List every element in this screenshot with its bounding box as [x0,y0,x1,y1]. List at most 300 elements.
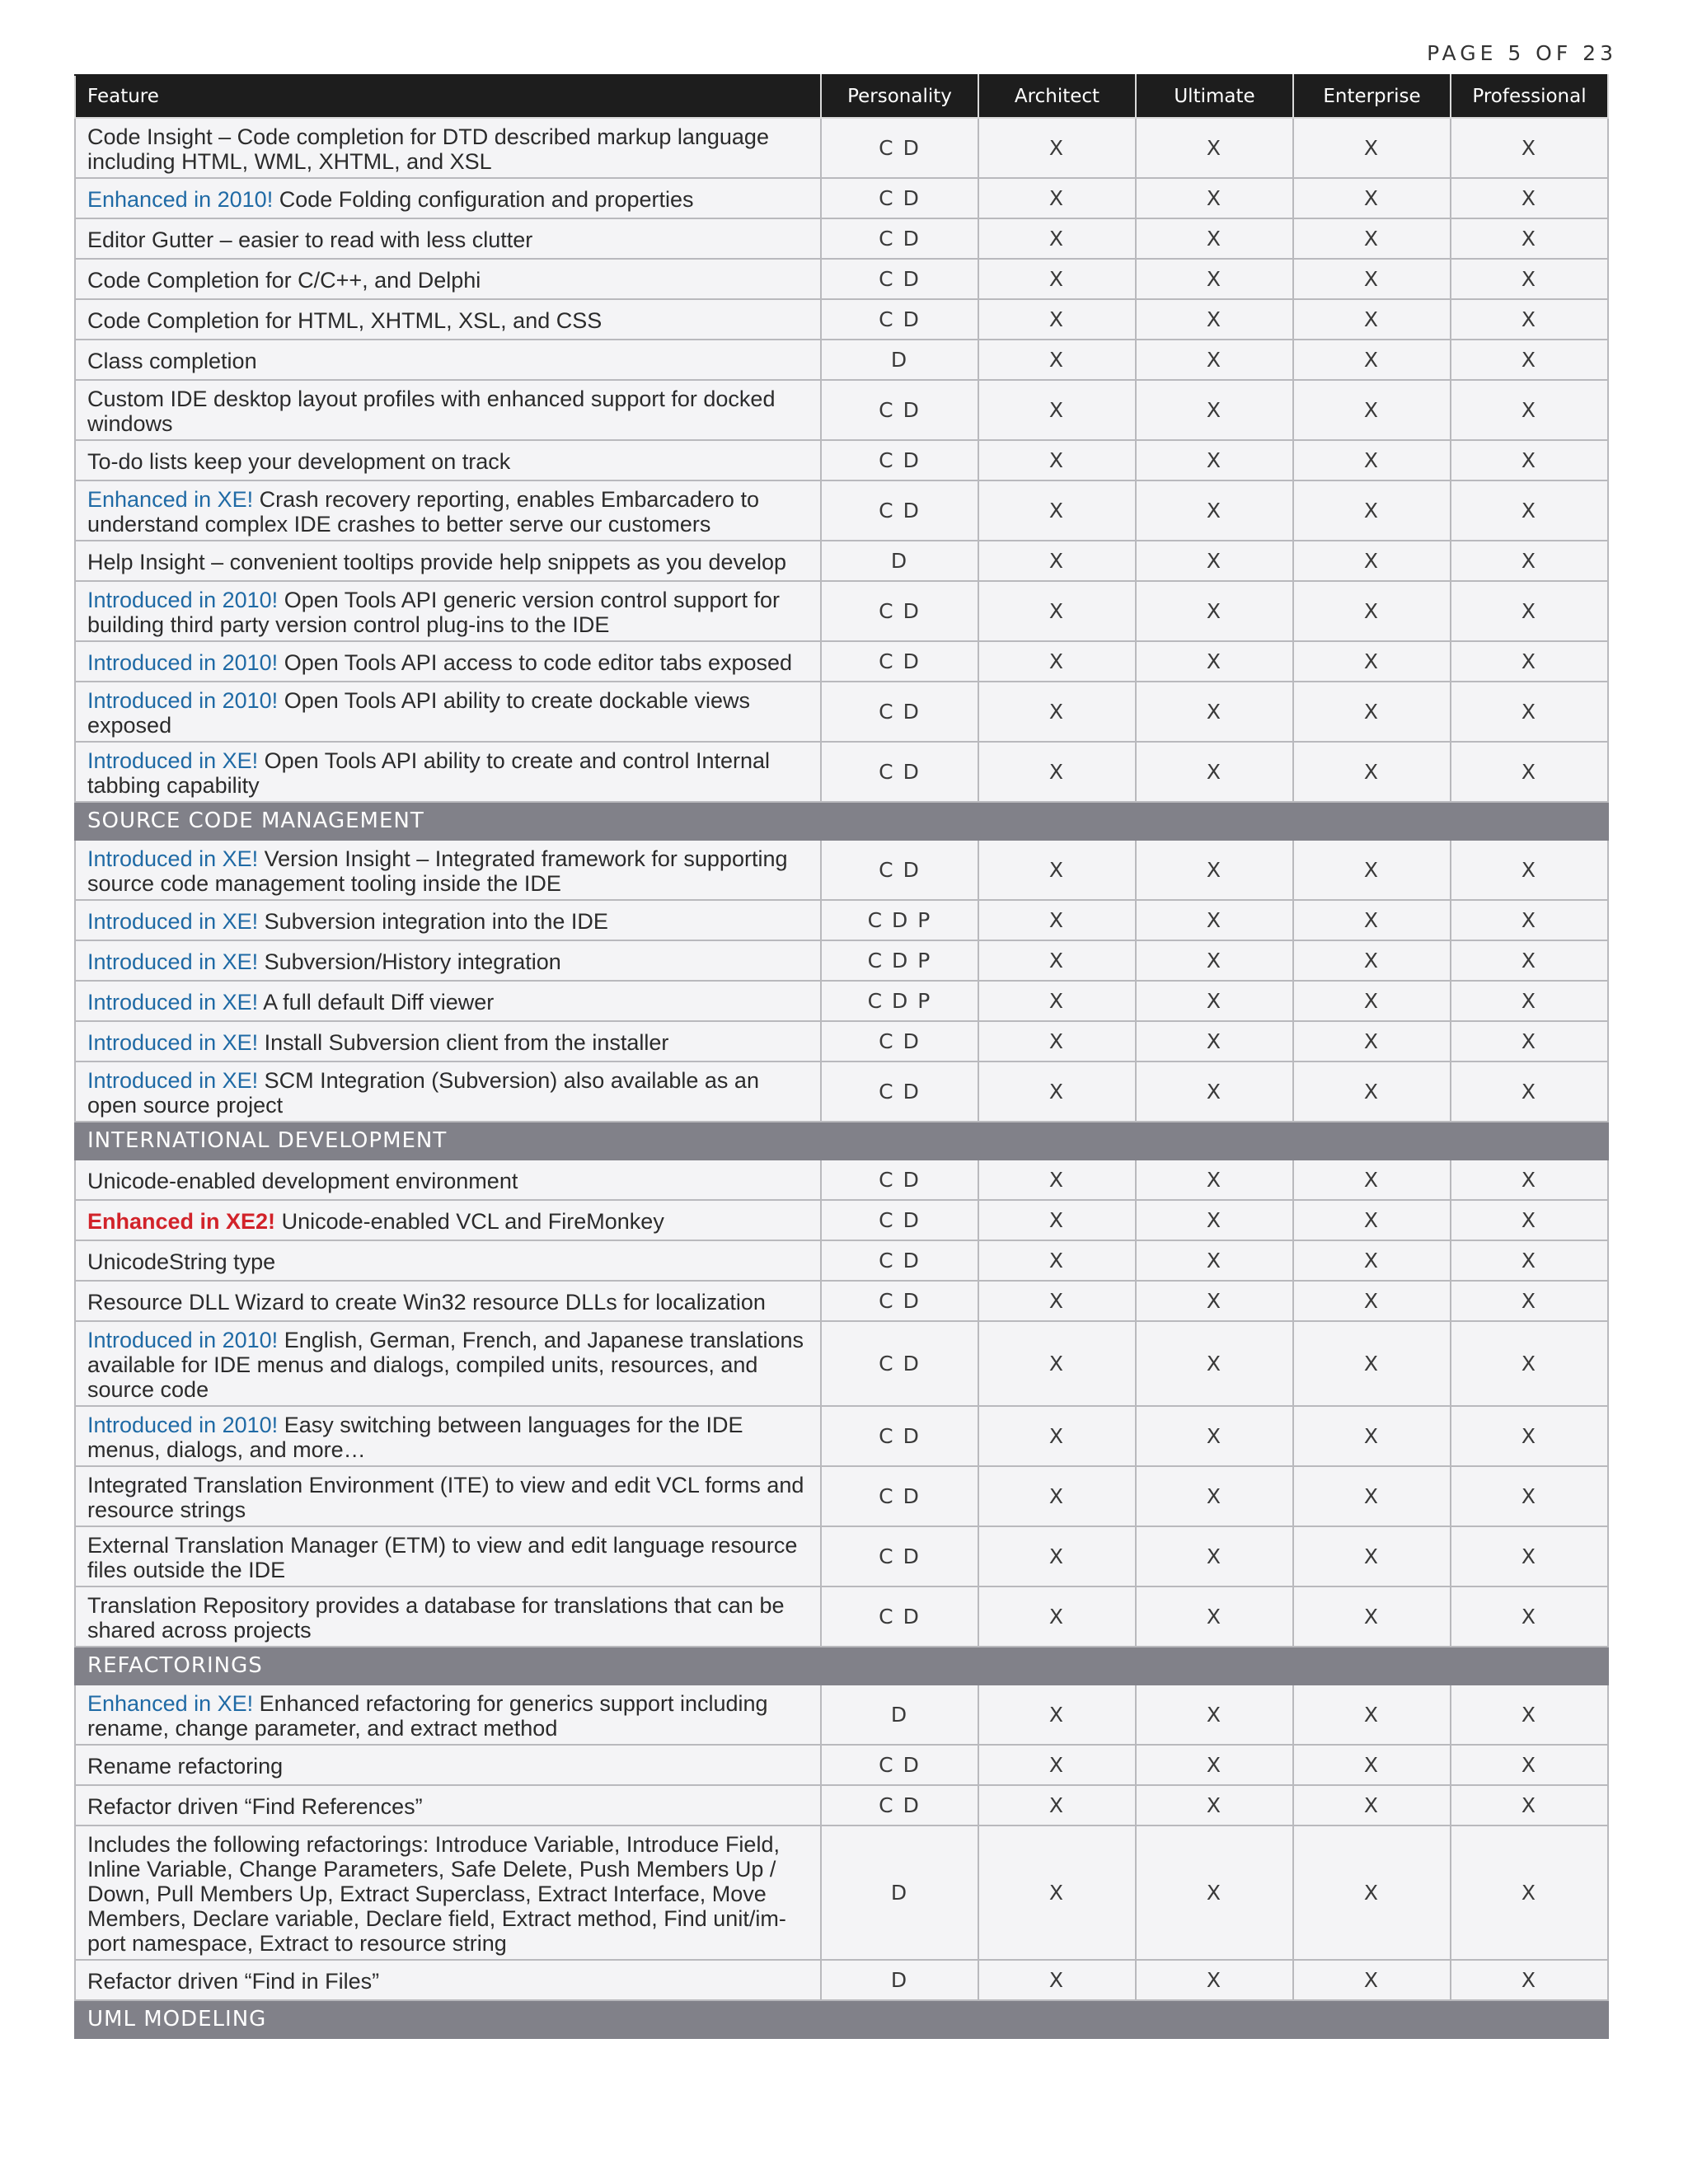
feature-description: Refactor driven “Find References” [87,1794,423,1819]
professional-cell: X [1451,1200,1608,1240]
architect-cell: X [978,440,1136,480]
professional-cell: X [1451,641,1608,682]
ultimate-cell: X [1136,118,1293,178]
architect-cell: X [978,1586,1136,1647]
feature-cell [75,1685,821,1745]
enterprise-cell: X [1293,1321,1451,1406]
professional-cell: X [1451,1062,1608,1122]
table-row [75,118,1608,178]
professional-cell: X [1451,1021,1608,1062]
professional-cell: X [1451,178,1608,218]
ultimate-cell: X [1136,1406,1293,1466]
table-row [75,1200,1608,1240]
feature-description: Open Tools API access to code editor tabs exposed [278,650,793,675]
ultimate-cell: X [1136,1021,1293,1062]
architect-cell: X [978,1021,1136,1062]
enterprise-cell: X [1293,641,1451,682]
professional-cell: X [1451,840,1608,900]
table-row [75,299,1608,340]
enterprise-cell: X [1293,1745,1451,1785]
architect-cell: X [978,1745,1136,1785]
feature-description: English, German, French, and Japanese translations available for IDE menus and dialogs, compiled units, resources, and source code [87,1328,804,1402]
table-row [75,1825,1608,1960]
feature-highlight-label: Introduced in 2010! [87,1413,279,1437]
feature-highlight-label: Introduced in XE! [87,1030,259,1055]
feature-cell [75,118,821,178]
feature-description: Enhanced refactoring for generics support including rename, change parameter, and extract method [87,1691,768,1741]
architect-cell: X [978,178,1136,218]
professional-cell: X [1451,1406,1608,1466]
architect-cell: X [978,541,1136,581]
feature-cell [75,641,821,682]
table-row [75,981,1608,1021]
professional-cell: X [1451,1586,1608,1647]
feature-cell [75,340,821,380]
enterprise-cell: X [1293,1240,1451,1281]
feature-description: Help Insight – convenient tooltips provide help snippets as you develop [87,550,787,574]
professional-cell: X [1451,742,1608,802]
feature-description: Subversion/History integration [258,949,561,974]
architect-cell: X [978,1526,1136,1586]
architect-cell: X [978,380,1136,440]
professional-cell: X [1451,581,1608,641]
architect-cell: X [978,742,1136,802]
ultimate-cell: X [1136,1200,1293,1240]
feature-description: Custom IDE desktop layout profiles with enhanced support for docked windows [87,387,776,436]
professional-cell: X [1451,1240,1608,1281]
table-row [75,1321,1608,1406]
enterprise-cell: X [1293,299,1451,340]
architect-cell: X [978,682,1136,742]
professional-cell: X [1451,1466,1608,1526]
architect-cell: X [978,118,1136,178]
feature-highlight-label: Enhanced in XE! [87,487,254,512]
personality-cell: C D [821,1021,978,1062]
feature-description: Open Tools API generic version control support for building third party version control plug-ins to the IDE [87,588,781,637]
architect-cell: X [978,1240,1136,1281]
section-header-row [75,1647,1608,1685]
ultimate-cell: X [1136,581,1293,641]
personality-cell: C D [821,1281,978,1321]
section-header-row [75,1122,1608,1160]
professional-cell: X [1451,299,1608,340]
feature-cell [75,1321,821,1406]
ultimate-cell: X [1136,340,1293,380]
feature-description: Rename refactoring [87,1754,284,1779]
professional-cell: X [1451,1745,1608,1785]
architect-cell: X [978,1200,1136,1240]
architect-cell: X [978,1825,1136,1960]
feature-description: Code Completion for HTML, XHTML, XSL, and CSS [87,308,603,333]
feature-cell [75,1160,821,1200]
feature-cell [75,1466,821,1526]
feature-highlight-label: Introduced in XE! [87,748,259,773]
feature-description: UnicodeString type [87,1249,276,1274]
feature-highlight-label: Introduced in 2010! [87,688,279,713]
ultimate-cell: X [1136,259,1293,299]
enterprise-cell: X [1293,340,1451,380]
personality-cell: C D [821,440,978,480]
professional-cell: X [1451,440,1608,480]
enterprise-cell: X [1293,1021,1451,1062]
professional-cell: X [1451,1321,1608,1406]
ultimate-cell: X [1136,480,1293,541]
feature-description: Unicode-enabled VCL and FireMonkey [275,1209,664,1234]
feature-description: Unicode-enabled development environment [87,1169,518,1193]
ultimate-cell: X [1136,1586,1293,1647]
ultimate-cell: X [1136,981,1293,1021]
table-row [75,1406,1608,1466]
feature-highlight-label: Enhanced in XE! [87,1691,254,1716]
feature-cell [75,480,821,541]
feature-highlight-label: Introduced in 2010! [87,588,279,612]
feature-highlight-label: Enhanced in XE2! [87,1209,276,1234]
feature-cell [75,840,821,900]
table-header-row [75,75,1608,118]
enterprise-cell: X [1293,1960,1451,2000]
feature-description: Version Insight – Integrated framework for supporting source code management tooling inside the IDE [87,846,788,896]
feature-cell [75,1200,821,1240]
personality-cell: C D [821,1586,978,1647]
architect-cell: X [978,641,1136,682]
architect-cell: X [978,1321,1136,1406]
architect-cell: X [978,218,1136,259]
feature-cell [75,1586,821,1647]
table-row [75,900,1608,940]
feature-cell [75,1240,821,1281]
enterprise-cell: X [1293,581,1451,641]
architect-cell: X [978,981,1136,1021]
enterprise-cell: X [1293,480,1451,541]
architect-cell: X [978,1281,1136,1321]
feature-cell [75,440,821,480]
feature-cell [75,1021,821,1062]
enterprise-cell: X [1293,380,1451,440]
feature-cell [75,1745,821,1785]
feature-highlight-label: Introduced in 2010! [87,650,279,675]
feature-cell [75,981,821,1021]
ultimate-cell: X [1136,900,1293,940]
ultimate-cell: X [1136,682,1293,742]
table-row [75,1526,1608,1586]
table-row [75,340,1608,380]
feature-description: Open Tools API ability to create dockable views exposed [87,688,751,738]
table-row [75,480,1608,541]
personality-cell: C D P [821,900,978,940]
feature-cell [75,218,821,259]
table-row [75,1586,1608,1647]
ultimate-cell: X [1136,1321,1293,1406]
personality-cell: C D [821,299,978,340]
enterprise-cell: X [1293,682,1451,742]
section-title: SOURCE CODE MANAGEMENT [75,802,1608,840]
architect-cell: X [978,1406,1136,1466]
table-row [75,1466,1608,1526]
personality-cell: C D [821,1745,978,1785]
personality-cell: C D [821,1321,978,1406]
professional-cell: X [1451,940,1608,981]
feature-cell [75,900,821,940]
enterprise-cell: X [1293,742,1451,802]
enterprise-cell: X [1293,1281,1451,1321]
enterprise-cell: X [1293,541,1451,581]
feature-cell [75,178,821,218]
personality-cell: C D [821,1062,978,1122]
feature-cell [75,742,821,802]
personality-cell: D [821,541,978,581]
feature-description: Class completion [87,349,257,373]
professional-cell: X [1451,259,1608,299]
feature-description: Resource DLL Wizard to create Win32 resource DLLs for localization [87,1290,766,1315]
feature-cell [75,380,821,440]
ultimate-cell: X [1136,1825,1293,1960]
section-title: INTERNATIONAL DEVELOPMENT [75,1122,1608,1160]
ultimate-cell: X [1136,1685,1293,1745]
enterprise-cell: X [1293,1586,1451,1647]
professional-cell: X [1451,380,1608,440]
feature-cell [75,682,821,742]
table-row [75,581,1608,641]
personality-cell: C D [821,1406,978,1466]
architect-cell: X [978,480,1136,541]
personality-cell: C D [821,380,978,440]
feature-description: Crash recovery reporting, enables Embarcadero to understand complex IDE crashes to better serve our customers [87,487,759,537]
feature-description: Includes the following refactorings: Introduce Variable, Introduce Field, Inline Variable, Change Parameters, Safe Delete, Push Members Up / Down, Pull Members Up, Extract Superclass, Extract Interface, Move Members, Declare variable, Declare field, Extract method, Find unit/im- port namespace, Extract to resource string [87,1832,786,1956]
architect-cell: X [978,1062,1136,1122]
professional-cell: X [1451,981,1608,1021]
feature-description: Translation Repository provides a database for translations that can be shared across projects [87,1593,785,1643]
ultimate-cell: X [1136,380,1293,440]
enterprise-cell: X [1293,1406,1451,1466]
personality-cell: D [821,1685,978,1745]
ultimate-cell: X [1136,940,1293,981]
enterprise-cell: X [1293,218,1451,259]
ultimate-cell: X [1136,1240,1293,1281]
ultimate-cell: X [1136,840,1293,900]
column-header-architect: Architect [978,75,1136,118]
personality-cell: C D [821,742,978,802]
ultimate-cell: X [1136,742,1293,802]
feature-description: SCM Integration (Subversion) also available as an open source project [87,1068,759,1118]
ultimate-cell: X [1136,1960,1293,2000]
table-row [75,259,1608,299]
feature-highlight-label: Introduced in XE! [87,949,259,974]
table-row [75,1785,1608,1825]
ultimate-cell: X [1136,299,1293,340]
feature-cell [75,259,821,299]
feature-description: Open Tools API ability to create and control Internal tabbing capability [87,748,771,798]
table-row [75,742,1608,802]
table-row [75,440,1608,480]
table-row [75,1021,1608,1062]
column-header-ultimate: Ultimate [1136,75,1293,118]
professional-cell: X [1451,541,1608,581]
enterprise-cell: X [1293,1200,1451,1240]
section-title: REFACTORINGS [75,1647,1608,1685]
architect-cell: X [978,259,1136,299]
column-header-personality: Personality [821,75,978,118]
feature-description: To-do lists keep your development on track [87,449,511,474]
professional-cell: X [1451,1685,1608,1745]
enterprise-cell: X [1293,440,1451,480]
architect-cell: X [978,840,1136,900]
section-header-row [75,2000,1608,2038]
page-number: PAGE 5 OF 23 [1427,41,1617,65]
ultimate-cell: X [1136,1281,1293,1321]
personality-cell: C D [821,682,978,742]
architect-cell: X [978,581,1136,641]
enterprise-cell: X [1293,1466,1451,1526]
ultimate-cell: X [1136,178,1293,218]
ultimate-cell: X [1136,440,1293,480]
enterprise-cell: X [1293,259,1451,299]
feature-description: A full default Diff viewer [258,990,495,1015]
table-row [75,682,1608,742]
feature-cell [75,1281,821,1321]
feature-cell [75,1825,821,1960]
personality-cell: C D [821,840,978,900]
feature-description: Install Subversion client from the installer [258,1030,669,1055]
architect-cell: X [978,940,1136,981]
feature-description: Easy switching between languages for the IDE menus, dialogs, and more… [87,1413,743,1462]
enterprise-cell: X [1293,1685,1451,1745]
feature-cell [75,1406,821,1466]
personality-cell: C D [821,1526,978,1586]
personality-cell: C D [821,1200,978,1240]
table-row [75,1160,1608,1200]
section-title: UML MODELING [75,2000,1608,2038]
ultimate-cell: X [1136,1785,1293,1825]
table-row [75,178,1608,218]
feature-cell [75,940,821,981]
professional-cell: X [1451,480,1608,541]
architect-cell: X [978,1960,1136,2000]
personality-cell: C D [821,641,978,682]
professional-cell: X [1451,1960,1608,2000]
enterprise-cell: X [1293,840,1451,900]
feature-highlight-label: Introduced in XE! [87,909,259,934]
table-body [75,118,1608,2038]
feature-description: Code Folding configuration and properties [273,187,694,212]
personality-cell: D [821,1825,978,1960]
table-row [75,1281,1608,1321]
column-header-professional: Professional [1451,75,1608,118]
personality-cell: C D [821,218,978,259]
feature-cell [75,1062,821,1122]
architect-cell: X [978,1466,1136,1526]
personality-cell: C D P [821,940,978,981]
feature-highlight-label: Enhanced in 2010! [87,187,274,212]
enterprise-cell: X [1293,900,1451,940]
feature-description: Editor Gutter – easier to read with less clutter [87,227,533,252]
feature-cell [75,1785,821,1825]
feature-description: Code Completion for C/C++, and Delphi [87,268,481,293]
table-row [75,541,1608,581]
professional-cell: X [1451,1281,1608,1321]
personality-cell: D [821,340,978,380]
enterprise-cell: X [1293,1785,1451,1825]
enterprise-cell: X [1293,1526,1451,1586]
personality-cell: C D [821,1240,978,1281]
professional-cell: X [1451,900,1608,940]
ultimate-cell: X [1136,1160,1293,1200]
feature-description: Subversion integration into the IDE [258,909,608,934]
personality-cell: C D [821,178,978,218]
table-row [75,1960,1608,2000]
personality-cell: C D P [821,981,978,1021]
ultimate-cell: X [1136,641,1293,682]
feature-cell [75,1526,821,1586]
architect-cell: X [978,1785,1136,1825]
table-row [75,380,1608,440]
personality-cell: C D [821,259,978,299]
table-row [75,1062,1608,1122]
section-header-row [75,802,1608,840]
table-row [75,641,1608,682]
ultimate-cell: X [1136,1745,1293,1785]
table-row [75,218,1608,259]
professional-cell: X [1451,1160,1608,1200]
feature-cell [75,299,821,340]
column-header-enterprise: Enterprise [1293,75,1451,118]
personality-cell: C D [821,1785,978,1825]
professional-cell: X [1451,1526,1608,1586]
enterprise-cell: X [1293,178,1451,218]
table-row [75,1240,1608,1281]
ultimate-cell: X [1136,1526,1293,1586]
table-row [75,840,1608,900]
table-row [75,1685,1608,1745]
architect-cell: X [978,1160,1136,1200]
architect-cell: X [978,900,1136,940]
feature-highlight-label: Introduced in 2010! [87,1328,279,1352]
ultimate-cell: X [1136,1062,1293,1122]
architect-cell: X [978,340,1136,380]
professional-cell: X [1451,118,1608,178]
enterprise-cell: X [1293,1825,1451,1960]
personality-cell: C D [821,1466,978,1526]
professional-cell: X [1451,1825,1608,1960]
professional-cell: X [1451,218,1608,259]
ultimate-cell: X [1136,218,1293,259]
table-row [75,940,1608,981]
feature-highlight-label: Introduced in XE! [87,846,259,871]
architect-cell: X [978,299,1136,340]
professional-cell: X [1451,682,1608,742]
feature-cell [75,541,821,581]
personality-cell: C D [821,581,978,641]
architect-cell: X [978,1685,1136,1745]
feature-description: Integrated Translation Environment (ITE) to view and edit VCL forms and resource strings [87,1473,804,1522]
enterprise-cell: X [1293,118,1451,178]
professional-cell: X [1451,340,1608,380]
feature-cell [75,1960,821,2000]
ultimate-cell: X [1136,1466,1293,1526]
feature-description: Refactor driven “Find in Files” [87,1969,380,1994]
feature-highlight-label: Introduced in XE! [87,1068,259,1093]
column-header-feature: Feature [75,75,821,118]
professional-cell: X [1451,1785,1608,1825]
personality-cell: C D [821,480,978,541]
feature-highlight-label: Introduced in XE! [87,990,259,1015]
enterprise-cell: X [1293,940,1451,981]
personality-cell: C D [821,118,978,178]
table-row [75,1745,1608,1785]
enterprise-cell: X [1293,981,1451,1021]
enterprise-cell: X [1293,1062,1451,1122]
ultimate-cell: X [1136,541,1293,581]
feature-description: Code Insight – Code completion for DTD described markup language including HTML, WML, XHTML, and XSL [87,124,769,174]
